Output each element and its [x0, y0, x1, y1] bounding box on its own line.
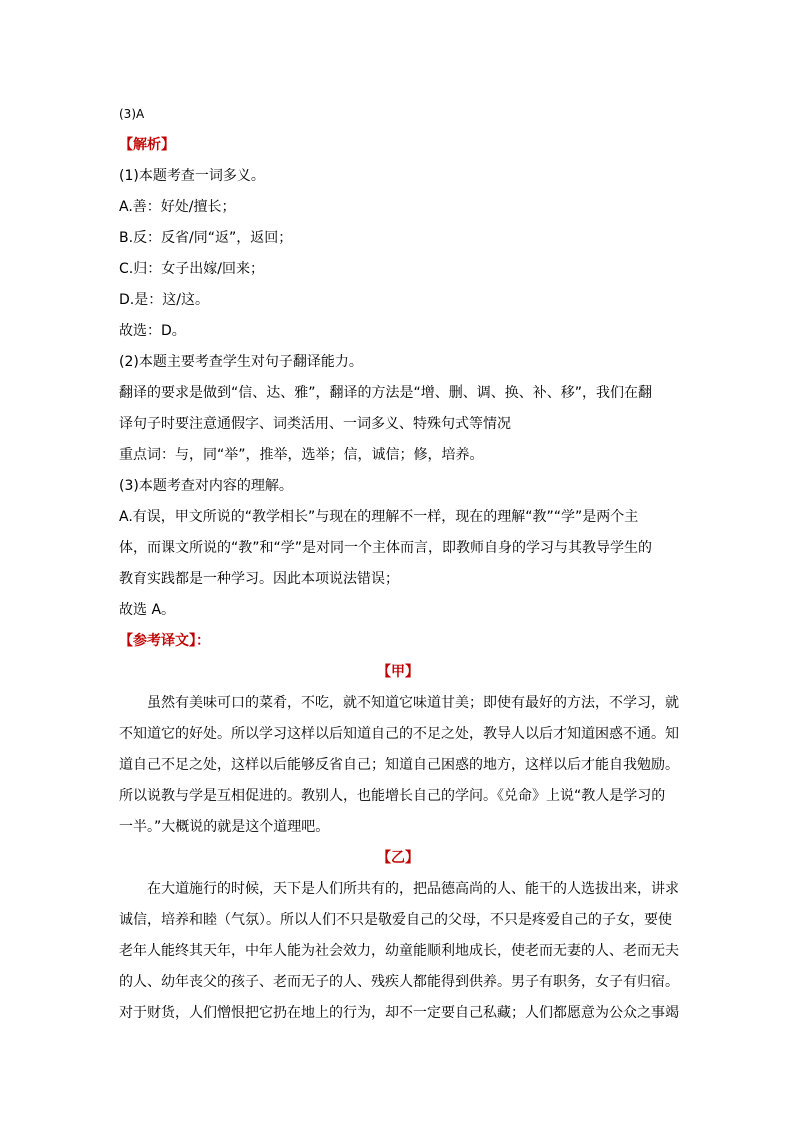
q1-option-b: B.反：反省/同“返”，返回； [119, 230, 293, 246]
q1-answer: 故选：D。 [119, 323, 186, 339]
q1-option-a: A.善：好处/擅长； [119, 199, 236, 215]
jia-heading: 【甲】 [377, 664, 419, 680]
yi-heading: 【乙】 [377, 850, 419, 866]
q3-answer: 故选 A。 [119, 602, 176, 618]
q2-keywords: 重点词：与，同“举”，推举，选举；信，诚信；修，培养。 [119, 447, 484, 463]
q1-option-c: C.归：女子出嫁/回来； [119, 261, 264, 277]
jia-line-5: 一半。”大概说的就是这个道理吧。 [119, 819, 330, 835]
q2-intro: (2)本题主要考查学生对句子翻译能力。 [119, 354, 363, 370]
q3-line-2: 体，而课文所说的“教”和“学”是对同一个主体而言，即教师自身的学习与其教导学生的 [119, 540, 653, 556]
yi-line-5: 对于财货，人们憎恨把它扔在地上的行为，却不一定要自己私藏；人们都愿意为公众之事竭 [119, 1005, 679, 1021]
analysis-heading: 【解析】 [119, 137, 175, 153]
q1-option-d: D.是：这/这。 [119, 292, 209, 308]
q3-line-3: 教育实践都是一种学习。因此本项说法错误； [119, 571, 399, 587]
yi-line-4: 的人、幼年丧父的孩子、老而无子的人、残疾人都能得到供养。男子有职务，女子有归宿。 [119, 974, 679, 990]
q3-intro: (3)本题考查对内容的理解。 [119, 478, 293, 494]
jia-line-3: 道自己不足之处，这样以后能够反省自己；知道自己困惑的地方，这样以后才能自我勉励。 [119, 757, 679, 773]
jia-line-1: 虽然有美味可口的菜肴，不吃，就不知道它味道甘美；即使有最好的方法，不学习，就 [147, 695, 679, 711]
reference-heading: 【参考译文】： [119, 633, 210, 649]
q2-line-2: 译句子时要注意通假字、词类活用、一词多义、特殊句式等情况 [119, 416, 511, 432]
document-page [119, 99, 677, 1029]
yi-line-3: 老年人能终其天年，中年人能为社会效力，幼童能顺利地成长，使老而无妻的人、老而无夫 [119, 943, 679, 959]
q3-line-1: A.有误，甲文所说的“教学相长”与现在的理解不一样，现在的理解“教”“学”是两个主 [119, 509, 639, 525]
yi-line-1: 在大道施行的时候，天下是人们所共有的，把品德高尚的人、能干的人选拔出来，讲求 [147, 881, 679, 897]
yi-line-2: 诚信，培养和睦（气氛）。所以人们不只是敬爱自己的父母，不只是疼爱自己的子女，要使 [119, 912, 672, 928]
answer-3: (3)A [119, 107, 145, 121]
q1-intro: (1)本题考查一词多义。 [119, 168, 265, 184]
jia-line-2: 不知道它的好处。所以学习这样以后知道自己的不足之处，教导人以后才知道困惑不通。知 [119, 726, 679, 742]
jia-line-4: 所以说教与学是互相促进的。教别人，也能增长自己的学问。《兑命》上说“教人是学习的 [119, 788, 666, 804]
q2-line-1: 翻译的要求是做到“信、达、雅”，翻译的方法是“增、删、调、换、补、移”，我们在翻 [119, 385, 653, 401]
